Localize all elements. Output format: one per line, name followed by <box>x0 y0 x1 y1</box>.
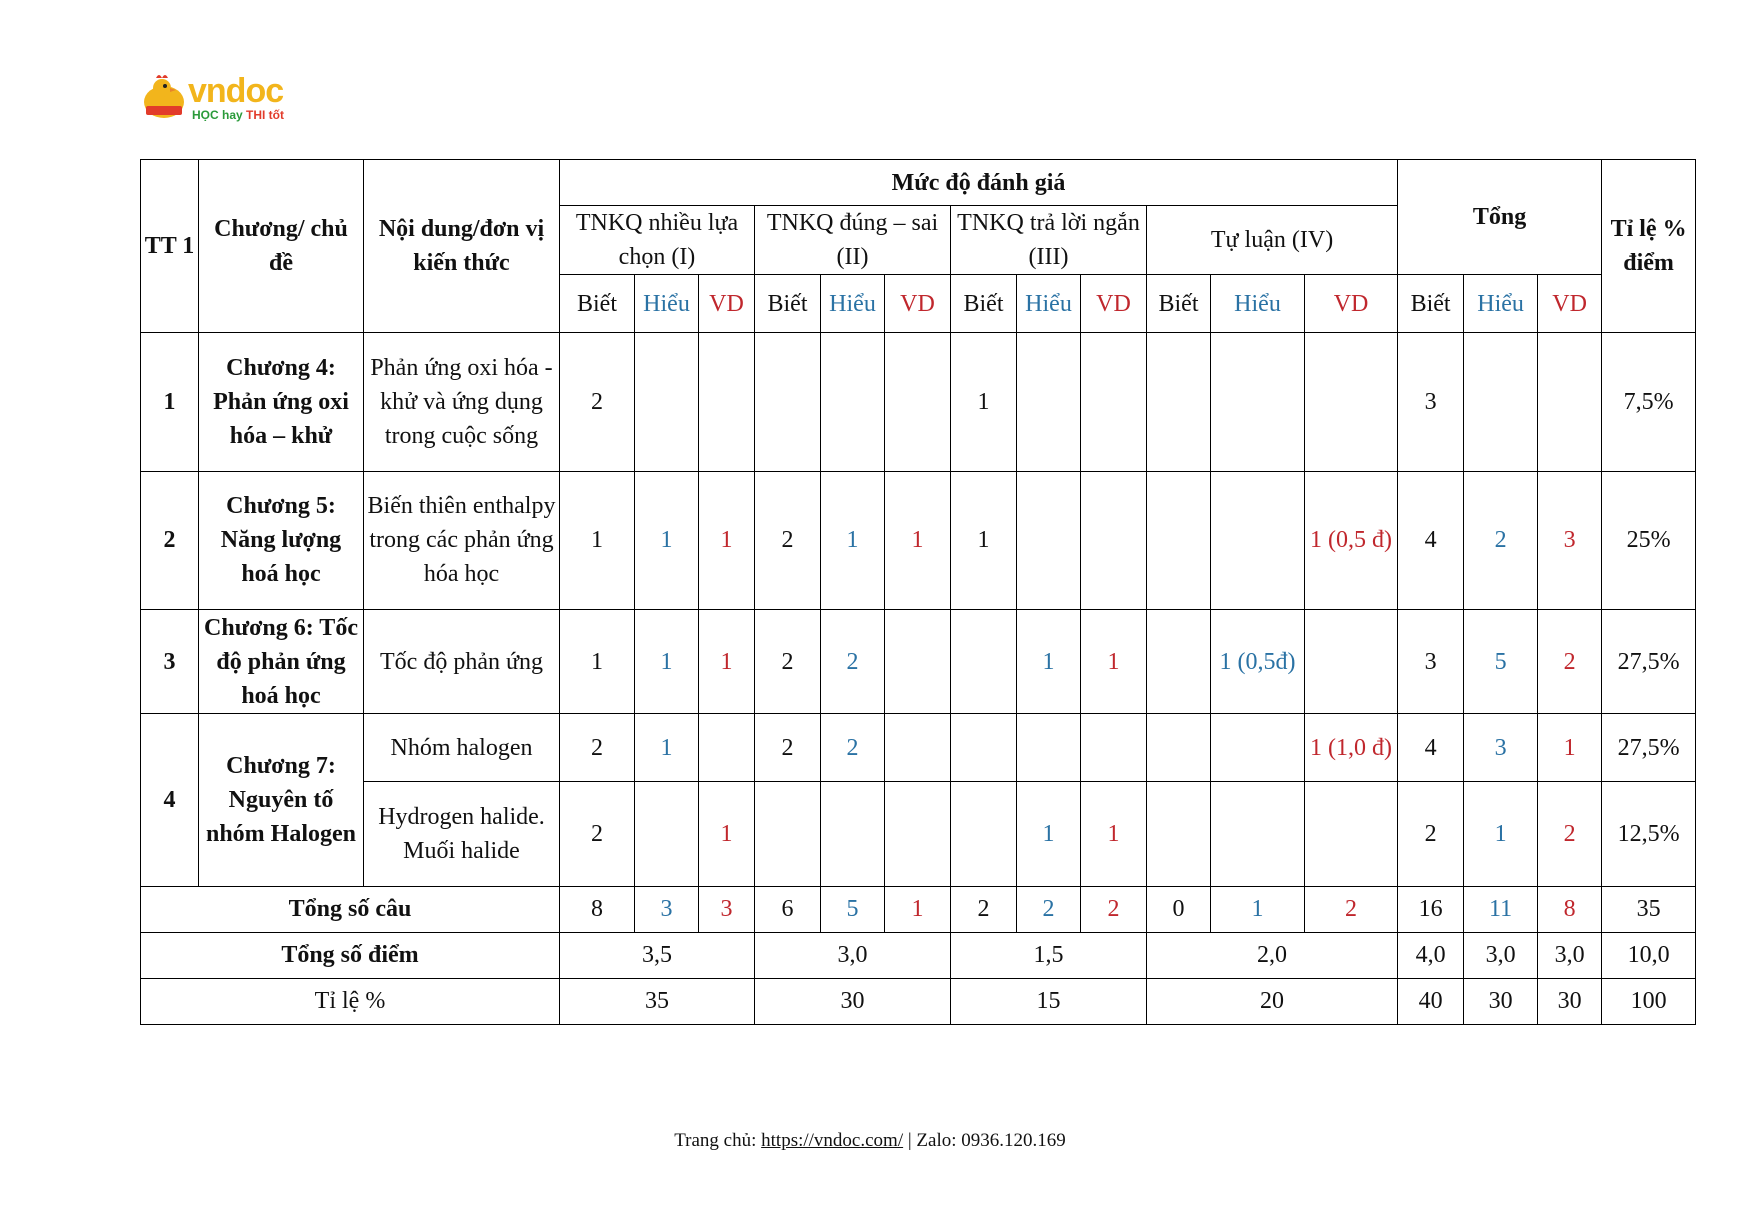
cell: 2 <box>560 782 635 886</box>
cell: 2 <box>560 714 635 782</box>
row-tt: 4 <box>141 714 199 886</box>
cell: 8 <box>560 886 635 932</box>
cell: 1 <box>1464 782 1538 886</box>
cell: 2 <box>821 714 885 782</box>
cell: 8 <box>1538 886 1602 932</box>
group-header-3: TNKQ trả lời ngắn (III) <box>951 206 1147 275</box>
cell <box>1147 333 1211 471</box>
group-points: 1,5 <box>951 932 1147 978</box>
cell <box>951 782 1017 886</box>
row-tt: 3 <box>141 610 199 714</box>
cell <box>1305 782 1398 886</box>
cell: 2 <box>1305 886 1398 932</box>
cell <box>1305 610 1398 714</box>
row-noidung: Tốc độ phản ứng <box>364 610 560 714</box>
homepage-link[interactable]: https://vndoc.com/ <box>761 1130 904 1151</box>
cell: 1 <box>635 714 699 782</box>
cell: 11 <box>1464 886 1538 932</box>
cell: 2 <box>951 886 1017 932</box>
cell <box>1147 610 1211 714</box>
cell: 1 <box>560 471 635 609</box>
cell <box>1081 333 1147 471</box>
total-questions-row <box>141 886 1696 932</box>
table-row <box>141 610 1696 714</box>
cell: 1 <box>699 471 755 609</box>
cell <box>1081 714 1147 782</box>
cell: 1 <box>1538 714 1602 782</box>
row-tile: 25% <box>1602 471 1696 609</box>
group-header-2: TNKQ đúng – sai (II) <box>755 206 951 275</box>
cell <box>699 333 755 471</box>
group-percentage: 30 <box>755 978 951 1024</box>
row-chuong: Chương 4: Phản ứng oxi hóa – khử <box>199 333 364 471</box>
cell <box>885 714 951 782</box>
cell <box>885 333 951 471</box>
total-points-row <box>141 932 1696 978</box>
row-tile: 10,0 <box>1602 932 1696 978</box>
cell <box>1211 471 1305 609</box>
cell <box>885 610 951 714</box>
level-biet: Biết <box>951 275 1017 333</box>
cell: 16 <box>1398 886 1464 932</box>
cell: 1 <box>699 610 755 714</box>
cell: 4 <box>1398 714 1464 782</box>
cell <box>635 782 699 886</box>
row-noidung: Phản ứng oxi hóa - khử và ứng dụng trong cuộc sống <box>364 333 560 471</box>
group-points: 3,5 <box>560 932 755 978</box>
cell: 3 <box>1398 610 1464 714</box>
row-tile: 12,5% <box>1602 782 1696 886</box>
cell <box>951 714 1017 782</box>
tong-header: Tổng <box>1398 160 1602 275</box>
vndoc-logo <box>138 72 298 128</box>
cell: 2 <box>821 610 885 714</box>
cell: 1 <box>951 471 1017 609</box>
level-vd: VD <box>699 275 755 333</box>
level-vd: VD <box>1081 275 1147 333</box>
cell: 2 <box>755 714 821 782</box>
group-percentage: 35 <box>560 978 755 1024</box>
tile-header: Tỉ lệ % điểm <box>1602 160 1696 333</box>
group-header-1: TNKQ nhiều lựa chọn (I) <box>560 206 755 275</box>
cell <box>821 333 885 471</box>
row-noidung: Hydrogen halide. Muối halide <box>364 782 560 886</box>
level-biet: Biết <box>1398 275 1464 333</box>
cell: 1 <box>1017 610 1081 714</box>
group-percentage: 20 <box>1147 978 1398 1024</box>
cell <box>1538 333 1602 471</box>
logo-tagline: HỌC hay THI tốt <box>192 108 285 122</box>
level-vd: VD <box>885 275 951 333</box>
cell: 1 <box>635 610 699 714</box>
cell: 6 <box>755 886 821 932</box>
cell: 3 <box>635 886 699 932</box>
row-tile: 35 <box>1602 886 1696 932</box>
footer-suffix: | Zalo: 0936.120.169 <box>903 1130 1066 1151</box>
row-tile: 27,5% <box>1602 610 1696 714</box>
cell <box>1081 471 1147 609</box>
level-vd: VD <box>1538 275 1602 333</box>
cell <box>885 782 951 886</box>
cell <box>699 714 755 782</box>
group-header-4: Tự luận (IV) <box>1147 206 1398 275</box>
row-tt: 2 <box>141 471 199 609</box>
group-points: 2,0 <box>1147 932 1398 978</box>
rooster-mascot-icon <box>138 72 190 122</box>
cell: 0 <box>1147 886 1211 932</box>
cell: 5 <box>1464 610 1538 714</box>
total-questions-label: Tổng số câu <box>141 886 560 932</box>
group-percentage: 15 <box>951 978 1147 1024</box>
level-hieu: Hiểu <box>1464 275 1538 333</box>
total-points-biet: 4,0 <box>1398 932 1464 978</box>
cell <box>821 782 885 886</box>
cell <box>1147 714 1211 782</box>
muc-do-header: Mức độ đánh giá <box>560 160 1398 206</box>
cell <box>1017 471 1081 609</box>
table-row <box>141 333 1696 471</box>
level-biet: Biết <box>755 275 821 333</box>
cell <box>1017 333 1081 471</box>
cell <box>951 610 1017 714</box>
total-points-vd: 3,0 <box>1538 932 1602 978</box>
level-biet: Biết <box>560 275 635 333</box>
cell: 1 <box>821 471 885 609</box>
cell: 2 <box>560 333 635 471</box>
cell <box>755 333 821 471</box>
cell: 1 (0,5đ) <box>1211 610 1305 714</box>
cell: 2 <box>1017 886 1081 932</box>
cell: 3 <box>1398 333 1464 471</box>
percentage-biet: 40 <box>1398 978 1464 1024</box>
cell <box>635 333 699 471</box>
cell: 3 <box>699 886 755 932</box>
header-row-1 <box>141 160 1696 206</box>
row-chuong: Chương 5: Năng lượng hoá học <box>199 471 364 609</box>
cell: 3 <box>1538 471 1602 609</box>
percentage-row <box>141 978 1696 1024</box>
cell: 1 <box>951 333 1017 471</box>
table-row <box>141 714 1696 782</box>
total-points-hieu: 3,0 <box>1464 932 1538 978</box>
level-hieu: Hiểu <box>1211 275 1305 333</box>
cell <box>1211 782 1305 886</box>
cell: 2 <box>755 471 821 609</box>
cell: 1 <box>885 886 951 932</box>
cell: 2 <box>1464 471 1538 609</box>
cell: 2 <box>755 610 821 714</box>
cell <box>1305 333 1398 471</box>
total-points-label: Tổng số điểm <box>141 932 560 978</box>
cell: 1 (0,5 đ) <box>1305 471 1398 609</box>
row-noidung: Nhóm halogen <box>364 714 560 782</box>
cell <box>1211 333 1305 471</box>
table-row <box>141 782 1696 886</box>
cell: 2 <box>1081 886 1147 932</box>
noidung-header: Nội dung/đơn vị kiến thức <box>364 160 560 333</box>
level-vd: VD <box>1305 275 1398 333</box>
tt-header: TT 1 <box>141 160 199 333</box>
cell: 2 <box>1398 782 1464 886</box>
cell: 1 <box>1081 782 1147 886</box>
percentage-vd: 30 <box>1538 978 1602 1024</box>
cell: 1 <box>699 782 755 886</box>
percentage-hieu: 30 <box>1464 978 1538 1024</box>
table-row <box>141 471 1696 609</box>
cell: 1 <box>560 610 635 714</box>
level-biet: Biết <box>1147 275 1211 333</box>
group-points: 3,0 <box>755 932 951 978</box>
cell <box>1017 714 1081 782</box>
row-chuong: Chương 6: Tốc độ phản ứng hoá học <box>199 610 364 714</box>
row-tile: 7,5% <box>1602 333 1696 471</box>
row-tile: 100 <box>1602 978 1696 1024</box>
row-tile: 27,5% <box>1602 714 1696 782</box>
cell: 1 <box>1017 782 1081 886</box>
cell <box>1147 471 1211 609</box>
level-hieu: Hiểu <box>1017 275 1081 333</box>
row-chuong: Chương 7: Nguyên tố nhóm Halogen <box>199 714 364 886</box>
cell: 2 <box>1538 610 1602 714</box>
row-noidung: Biến thiên enthalpy trong các phản ứng hóa học <box>364 471 560 609</box>
cell: 1 <box>885 471 951 609</box>
cell: 1 <box>635 471 699 609</box>
page-footer <box>0 1130 1740 1152</box>
cell <box>755 782 821 886</box>
level-hieu: Hiểu <box>635 275 699 333</box>
cell <box>1464 333 1538 471</box>
logo-wordmark: vndoc <box>188 72 284 110</box>
footer-prefix: Trang chủ: <box>674 1130 762 1151</box>
row-tt: 1 <box>141 333 199 471</box>
level-hieu: Hiểu <box>821 275 885 333</box>
assessment-matrix-table <box>140 159 1696 1025</box>
cell: 5 <box>821 886 885 932</box>
cell <box>1211 714 1305 782</box>
cell: 3 <box>1464 714 1538 782</box>
cell: 2 <box>1538 782 1602 886</box>
cell: 1 <box>1081 610 1147 714</box>
cell: 4 <box>1398 471 1464 609</box>
percentage-label: Tỉ lệ % <box>141 978 560 1024</box>
cell: 1 (1,0 đ) <box>1305 714 1398 782</box>
cell: 1 <box>1211 886 1305 932</box>
cell <box>1147 782 1211 886</box>
chuong-header: Chương/ chủ đề <box>199 160 364 333</box>
